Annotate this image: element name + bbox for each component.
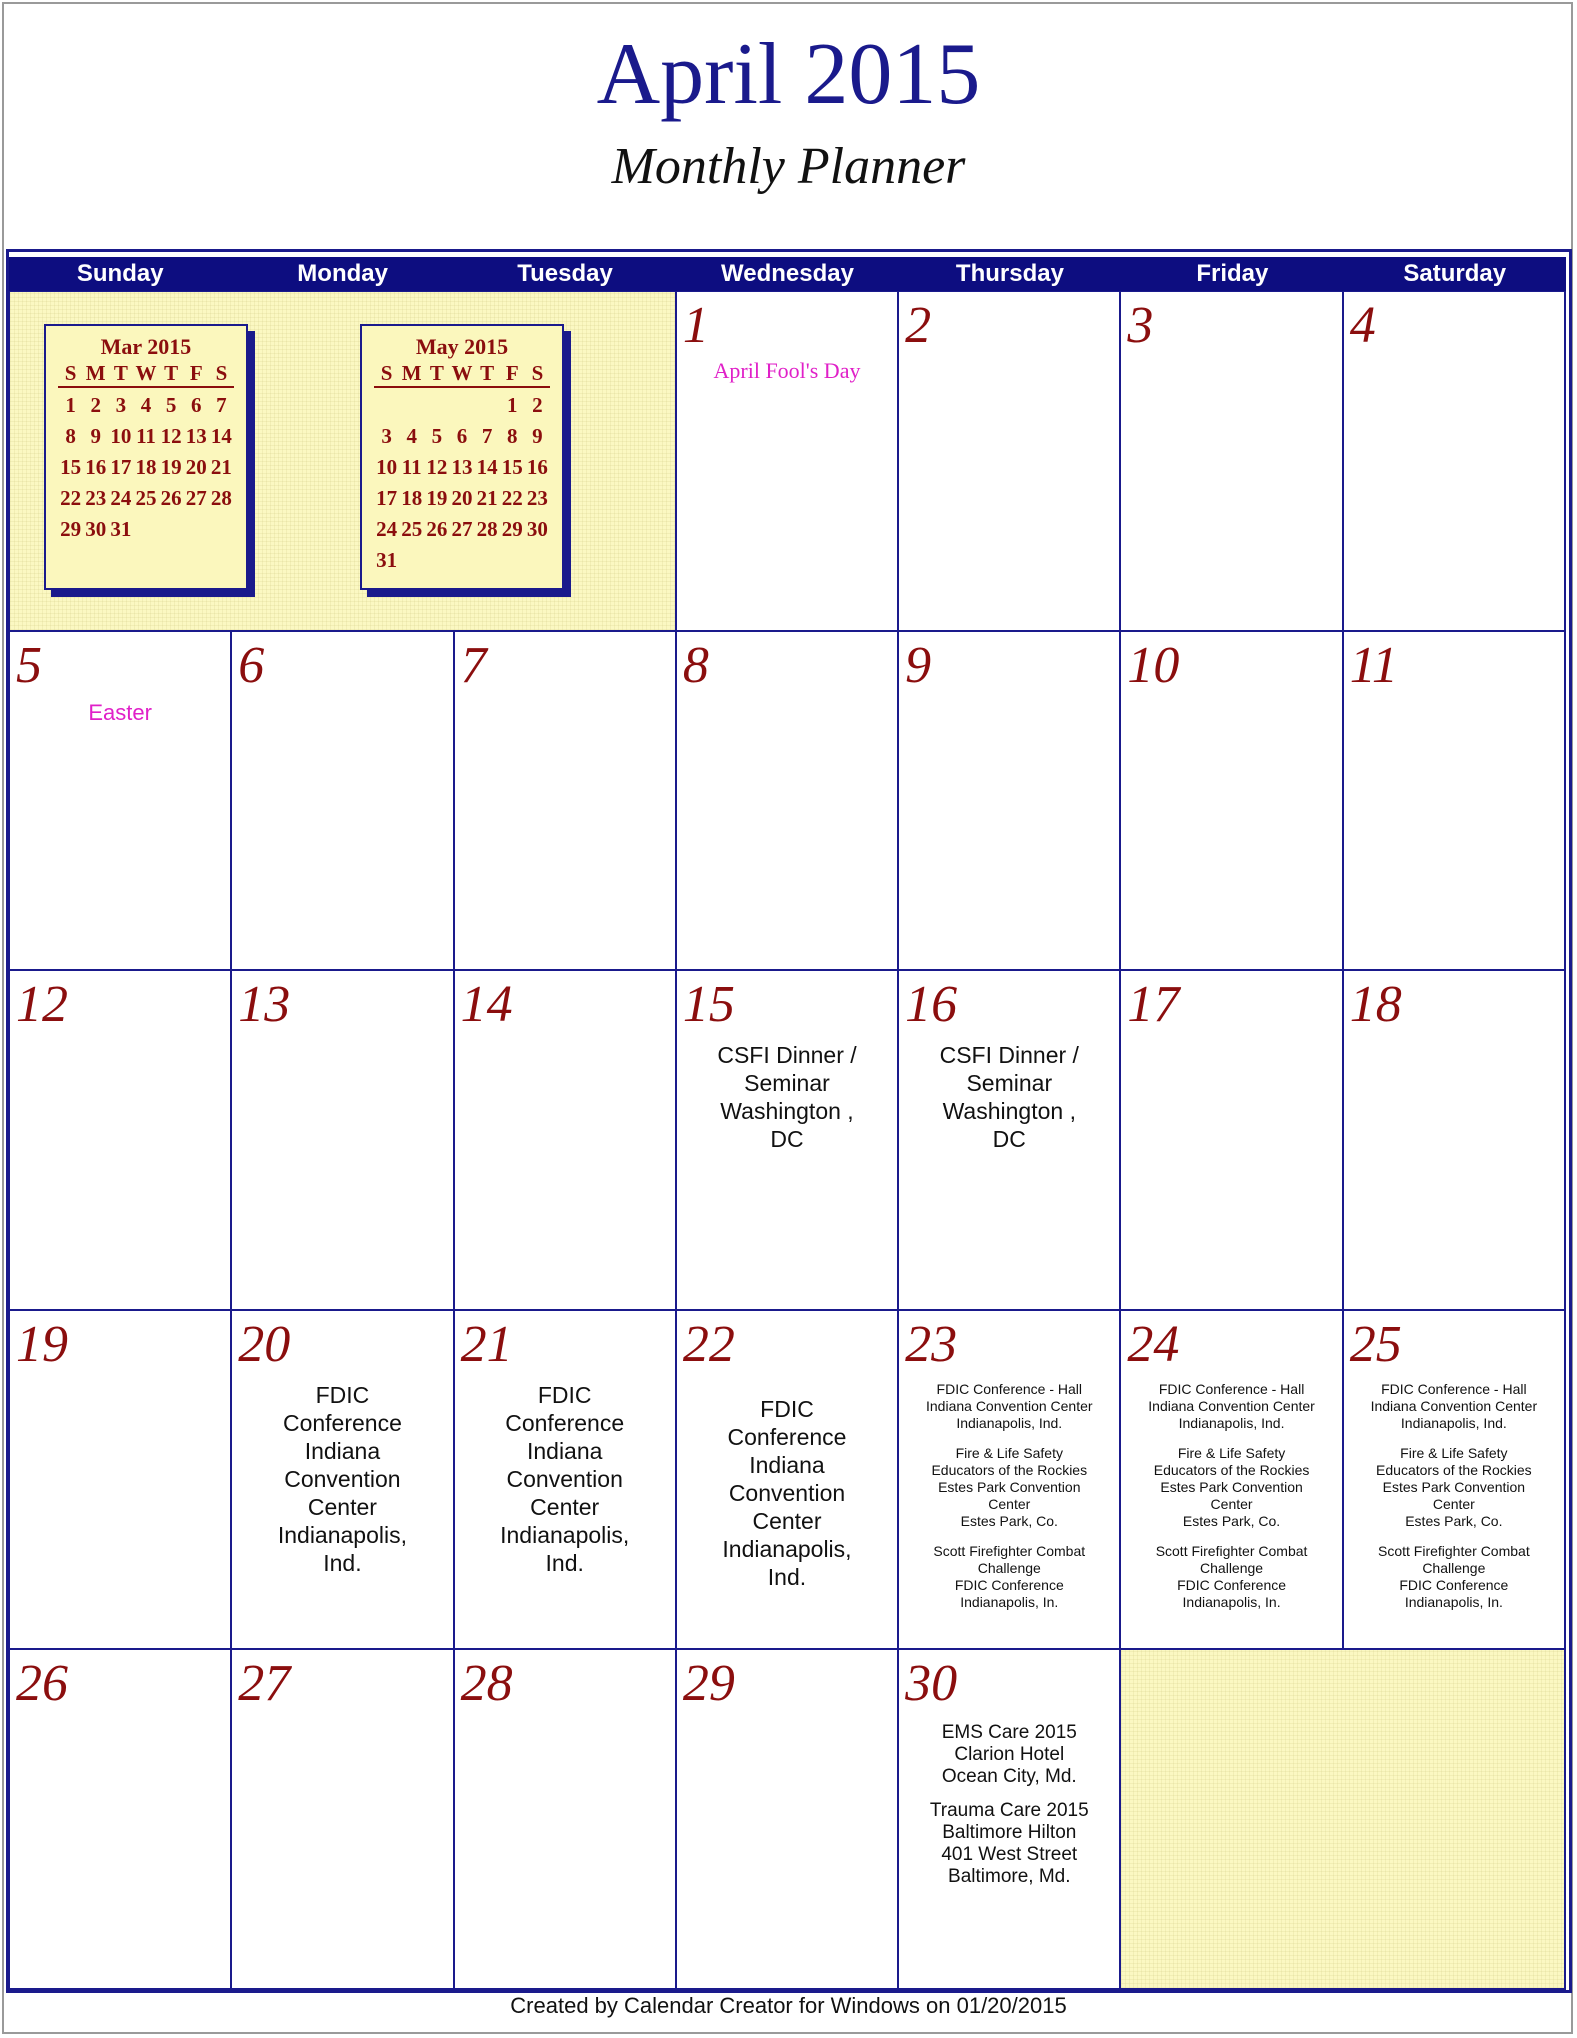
event-line: Seminar	[744, 1070, 830, 1097]
event-line: Center	[307, 1493, 377, 1520]
mini-day-number: 30	[85, 517, 107, 541]
event-line: CSFI Dinner /	[717, 1042, 857, 1069]
mini-day-number: 23	[526, 486, 548, 510]
mini-day-number: 29	[501, 517, 523, 541]
mini-calendar-title: Mar 2015	[100, 334, 192, 359]
mini-weekday-label: T	[480, 361, 495, 385]
mini-weekday-label: S	[380, 361, 393, 385]
day-cell[interactable]	[455, 971, 677, 1311]
day-number: 17	[1127, 976, 1180, 1034]
day-number: 12	[16, 976, 68, 1034]
day-cell[interactable]	[677, 632, 899, 972]
event-line: Fire & Life Safety	[1177, 1444, 1286, 1461]
event-line: DC	[770, 1126, 804, 1153]
mini-day-number: 17	[376, 486, 398, 510]
mini-day-number: 20	[451, 486, 473, 510]
event-line: Indiana Convention Center	[1370, 1397, 1538, 1414]
calendar-event[interactable]	[1123, 1381, 1339, 1432]
mini-calendar-weekdays	[58, 360, 234, 388]
day-cell[interactable]	[1121, 1311, 1343, 1651]
holiday-label: Easter	[88, 699, 152, 725]
mini-calendar-days	[374, 390, 550, 576]
mini-weekday-label: T	[164, 361, 179, 385]
mini-day-number	[475, 390, 500, 421]
mini-day-number: 22	[60, 486, 82, 510]
event-line: Indianapolis, Ind.	[1178, 1414, 1285, 1431]
event-line: Center	[752, 1507, 822, 1534]
day-number: 19	[16, 1315, 68, 1373]
event-line: Convention	[728, 1479, 846, 1506]
day-number: 13	[238, 976, 291, 1034]
mini-day-number: 25	[401, 517, 423, 541]
event-line: Ocean City, Md.	[941, 1766, 1077, 1788]
mini-day-number: 24	[376, 517, 398, 541]
event-line: EMS Care 2015	[941, 1722, 1077, 1744]
day-number: 20	[238, 1315, 291, 1373]
event-line: Clarion Hotel	[954, 1744, 1065, 1766]
mini-day-number: 21	[476, 486, 498, 510]
event-list	[1123, 1381, 1339, 1624]
event-line: Conference	[727, 1423, 847, 1450]
event-line: Estes Park Convention	[1160, 1478, 1303, 1495]
mini-day-number: 31	[376, 548, 398, 572]
mini-day-number: 19	[426, 486, 448, 510]
day-number: 10	[1127, 636, 1180, 694]
day-number: 25	[1349, 1315, 1402, 1373]
day-cell[interactable]	[899, 632, 1121, 972]
event-line: Center	[988, 1495, 1031, 1512]
day-cell[interactable]	[1121, 292, 1343, 632]
mini-day-number: 20	[185, 455, 207, 479]
mini-calendar-march	[44, 324, 248, 590]
mini-day-number: 12	[426, 455, 448, 479]
page-title: April 2015	[596, 26, 981, 123]
page-subtitle: Monthly Planner	[611, 138, 966, 195]
mini-day-number: 29	[60, 517, 82, 541]
mini-day-number: 2	[90, 393, 101, 417]
day-cell[interactable]	[1344, 971, 1566, 1311]
mini-day-number: 10	[376, 455, 398, 479]
day-number: 6	[238, 636, 265, 694]
mini-day-number: 15	[501, 455, 523, 479]
day-cell[interactable]	[899, 292, 1121, 632]
calendar-event[interactable]	[901, 1543, 1117, 1611]
event-line: CSFI Dinner /	[939, 1042, 1079, 1069]
day-number: 29	[682, 1655, 735, 1713]
day-cell[interactable]	[1344, 632, 1566, 972]
mini-day-number: 15	[60, 455, 82, 479]
event-line: Estes Park, Co.	[1405, 1512, 1503, 1529]
event-line: Challenge	[1422, 1559, 1486, 1576]
mini-day-number: 3	[381, 424, 392, 448]
mini-day-number	[424, 390, 449, 421]
mini-day-number: 28	[210, 486, 232, 510]
event-line: Scott Firefighter Combat	[1155, 1542, 1308, 1559]
mini-weekday-label: S	[64, 361, 77, 385]
weekday-tuesday: Tuesday	[517, 260, 613, 287]
event-list	[1346, 1381, 1562, 1624]
mini-day-number: 4	[406, 424, 417, 448]
event-line: Educators of the Rockies	[1153, 1461, 1310, 1478]
event-line: Educators of the Rockies	[931, 1461, 1088, 1478]
mini-day-number: 4	[140, 393, 152, 417]
event-line: Ind.	[767, 1563, 807, 1590]
mini-weekday-label: S	[215, 361, 228, 385]
event-list	[901, 1381, 1117, 1624]
event-line: Washington ,	[720, 1098, 854, 1125]
day-number: 26	[16, 1655, 68, 1713]
mini-day-number: 13	[451, 455, 473, 479]
mini-day-number: 6	[456, 424, 468, 448]
event-line: FDIC Conference	[954, 1576, 1064, 1593]
mini-day-number: 2	[532, 393, 543, 417]
mini-day-number: 28	[476, 517, 498, 541]
mini-day-number: 1	[65, 393, 76, 417]
calendar-event[interactable]	[901, 1381, 1117, 1432]
mini-weekday-label: F	[189, 361, 203, 385]
mini-day-number: 6	[191, 393, 202, 417]
calendar-event[interactable]	[901, 1800, 1117, 1888]
day-number: 11	[1349, 636, 1398, 694]
event-line: Indianapolis, Ind.	[956, 1414, 1063, 1431]
mini-day-number: 24	[110, 486, 132, 510]
event-line: Convention	[284, 1465, 401, 1492]
day-cell[interactable]	[10, 971, 232, 1311]
mini-day-number: 8	[65, 424, 76, 448]
event-line: Indianapolis,	[277, 1521, 407, 1548]
day-number: 23	[905, 1315, 958, 1373]
weekday-sunday: Sunday	[76, 260, 164, 287]
calendar-event[interactable]	[459, 1381, 671, 1577]
day-cell[interactable]	[677, 971, 899, 1311]
event-line: Indianapolis, In.	[1182, 1593, 1281, 1610]
event-line: 401 West Street	[941, 1844, 1078, 1866]
event-line: Indianapolis, In.	[960, 1593, 1059, 1610]
mini-day-number: 18	[401, 486, 423, 510]
day-number: 8	[682, 636, 709, 694]
mini-day-number: 11	[401, 455, 422, 479]
mini-day-number: 26	[160, 486, 182, 510]
calendar-event[interactable]	[1346, 1381, 1562, 1432]
day-cell[interactable]	[10, 1311, 232, 1651]
day-cell[interactable]	[1344, 1311, 1566, 1651]
mini-day-number: 9	[532, 424, 543, 448]
mini-weekday-label: F	[505, 361, 519, 385]
event-line: Center	[1210, 1495, 1253, 1512]
mini-day-number: 5	[165, 393, 177, 417]
day-number: 9	[905, 636, 932, 694]
day-cell[interactable]	[899, 1311, 1121, 1651]
mini-weekday-label: M	[401, 361, 422, 385]
mini-weekday-label: W	[135, 361, 157, 385]
event-line: Scott Firefighter Combat	[933, 1542, 1086, 1559]
mini-day-number: 1	[507, 393, 518, 417]
day-number: 22	[682, 1315, 735, 1373]
mini-day-number: 14	[210, 424, 232, 448]
event-line: Estes Park Convention	[938, 1478, 1081, 1495]
day-number: 1	[682, 297, 709, 354]
event-line: Educators of the Rockies	[1376, 1461, 1532, 1478]
day-cell[interactable]	[232, 971, 454, 1311]
mini-calendar-title: May 2015	[415, 334, 509, 359]
mini-day-number: 27	[185, 486, 207, 510]
day-cell[interactable]	[899, 971, 1121, 1311]
day-number: 21	[460, 1315, 513, 1373]
holiday-label: April Fool's Day	[713, 358, 861, 383]
mini-day-number: 31	[110, 517, 132, 541]
event-line: Conference	[282, 1409, 402, 1436]
mini-weekday-label: W	[451, 361, 473, 385]
mini-day-number: 12	[160, 424, 182, 448]
mini-calendar-weekdays	[374, 360, 550, 388]
weekday-saturday: Saturday	[1403, 260, 1507, 287]
event-line: Indianapolis,	[500, 1521, 630, 1548]
event-line: Indianapolis, Ind.	[1400, 1414, 1507, 1431]
event-line: FDIC Conference - Hall	[1158, 1380, 1305, 1397]
footer-credit: Created by Calendar Creator for Windows on 01/20/2015	[510, 1993, 1067, 2018]
day-cell[interactable]	[232, 632, 454, 972]
calendar-event[interactable]	[681, 1041, 893, 1153]
weekday-thursday: Thursday	[955, 260, 1064, 287]
mini-weekday-label: T	[113, 361, 128, 385]
day-number: 4	[1349, 297, 1376, 354]
day-number: 7	[460, 636, 487, 694]
calendar-event[interactable]	[903, 1041, 1115, 1153]
day-cell[interactable]	[899, 1650, 1121, 1990]
empty-cell	[1121, 1650, 1566, 1990]
mini-day-number: 8	[507, 424, 518, 448]
calendar-event[interactable]	[1346, 1445, 1562, 1530]
mini-day-number: 25	[135, 486, 157, 510]
mini-day-number: 3	[115, 393, 127, 417]
event-line: Washington ,	[942, 1098, 1076, 1125]
mini-day-number: 26	[426, 517, 448, 541]
mini-day-number: 27	[451, 517, 473, 541]
day-cell[interactable]	[677, 1650, 899, 1990]
day-cell[interactable]	[677, 292, 899, 632]
day-number: 27	[238, 1655, 291, 1713]
day-cell[interactable]	[10, 1650, 232, 1990]
event-line: Indianapolis, In.	[1404, 1593, 1503, 1610]
day-cell[interactable]	[1344, 292, 1566, 632]
calendar-event[interactable]	[1346, 1543, 1562, 1611]
day-cell[interactable]	[455, 632, 677, 972]
mini-day-number: 7	[216, 393, 227, 417]
event-line: FDIC	[315, 1381, 370, 1408]
day-number: 15	[682, 976, 735, 1034]
event-line: Indiana	[749, 1451, 825, 1478]
day-number: 28	[460, 1655, 513, 1713]
mini-day-number: 13	[185, 424, 207, 448]
event-line: Estes Park, Co.	[960, 1512, 1058, 1529]
mini-day-number: 30	[526, 517, 548, 541]
event-line: Fire & Life Safety	[1400, 1444, 1508, 1461]
mini-day-number: 23	[85, 486, 107, 510]
event-line: Baltimore Hilton	[942, 1822, 1077, 1844]
calendar-event[interactable]	[901, 1722, 1117, 1788]
event-line: Scott Firefighter Combat	[1377, 1542, 1530, 1559]
day-number: 18	[1349, 976, 1402, 1034]
event-line: FDIC Conference - Hall	[1381, 1380, 1527, 1397]
calendar-event[interactable]	[681, 1395, 893, 1591]
mini-day-number: 10	[110, 424, 132, 448]
mini-day-number: 17	[110, 455, 132, 479]
mini-weekday-label: S	[531, 361, 544, 385]
event-line: Conference	[505, 1409, 625, 1436]
day-cell[interactable]	[677, 1311, 899, 1651]
day-number: 16	[905, 976, 958, 1034]
event-line: Fire & Life Safety	[955, 1444, 1063, 1461]
mini-weekday-label: M	[85, 361, 106, 385]
calendar-event[interactable]	[901, 1445, 1117, 1530]
event-line: Indiana Convention Center	[1148, 1397, 1315, 1414]
mini-day-number	[374, 390, 399, 421]
mini-calendar-may	[360, 324, 564, 590]
mini-day-number: 11	[136, 424, 156, 448]
event-line: FDIC	[537, 1381, 592, 1408]
day-cell[interactable]	[232, 1311, 454, 1651]
day-number: 3	[1127, 297, 1154, 354]
event-line: FDIC	[760, 1395, 814, 1422]
mini-day-number: 14	[476, 455, 498, 479]
event-line: Indiana	[304, 1437, 381, 1464]
weekday-header	[9, 257, 1566, 291]
day-cell[interactable]	[1121, 632, 1343, 972]
event-line: Challenge	[977, 1559, 1041, 1576]
mini-calendars-cell	[10, 292, 677, 632]
mini-day-number: 21	[210, 455, 232, 479]
mini-day-number: 5	[431, 424, 443, 448]
event-line: Baltimore, Md.	[948, 1866, 1071, 1888]
event-line: Indiana	[526, 1437, 603, 1464]
day-cell[interactable]	[455, 1311, 677, 1651]
event-line: Indianapolis,	[722, 1535, 852, 1562]
calendar-event[interactable]	[236, 1381, 448, 1577]
event-line: Seminar	[966, 1070, 1053, 1097]
event-line: FDIC Conference	[1177, 1576, 1287, 1593]
day-cell[interactable]	[455, 1650, 677, 1990]
mini-day-number: 19	[160, 455, 182, 479]
day-number: 14	[460, 976, 513, 1034]
mini-calendar-days	[58, 390, 234, 545]
mini-weekday-label: T	[429, 361, 444, 385]
event-line: Estes Park, Co.	[1182, 1512, 1281, 1529]
day-number: 5	[16, 636, 42, 694]
day-number: 24	[1127, 1315, 1180, 1373]
event-line: Ind.	[545, 1549, 584, 1576]
event-line: Center	[1432, 1495, 1475, 1512]
event-line: Indiana Convention Center	[926, 1397, 1093, 1414]
mini-day-number: 7	[481, 424, 493, 448]
day-cell[interactable]	[10, 632, 232, 972]
mini-day-number	[399, 390, 424, 421]
day-cell[interactable]	[232, 1650, 454, 1990]
calendar-event[interactable]	[1123, 1543, 1339, 1611]
mini-day-number: 18	[135, 455, 157, 479]
mini-day-number: 16	[85, 455, 107, 479]
event-list	[901, 1722, 1117, 1900]
event-line: Challenge	[1200, 1559, 1264, 1576]
mini-day-number: 9	[90, 424, 101, 448]
event-line: Estes Park Convention	[1382, 1478, 1526, 1495]
weekday-wednesday: Wednesday	[721, 260, 854, 287]
event-line: FDIC Conference - Hall	[936, 1380, 1083, 1397]
mini-day-number: 22	[501, 486, 523, 510]
mini-day-number	[449, 390, 474, 421]
event-line: Center	[530, 1493, 600, 1520]
day-number: 2	[905, 297, 932, 354]
event-line: FDIC Conference	[1399, 1576, 1509, 1593]
weekday-friday: Friday	[1196, 260, 1269, 287]
mini-day-number: 16	[526, 455, 548, 479]
event-line: Convention	[506, 1465, 623, 1492]
calendar-grid	[9, 291, 1566, 1990]
weekday-monday: Monday	[297, 260, 388, 287]
day-cell[interactable]	[1121, 971, 1343, 1311]
event-line: Trauma Care 2015	[929, 1800, 1089, 1822]
event-line: DC	[992, 1126, 1026, 1153]
calendar-event[interactable]	[1123, 1445, 1339, 1530]
day-number: 30	[905, 1655, 958, 1713]
event-line: Ind.	[323, 1549, 362, 1576]
